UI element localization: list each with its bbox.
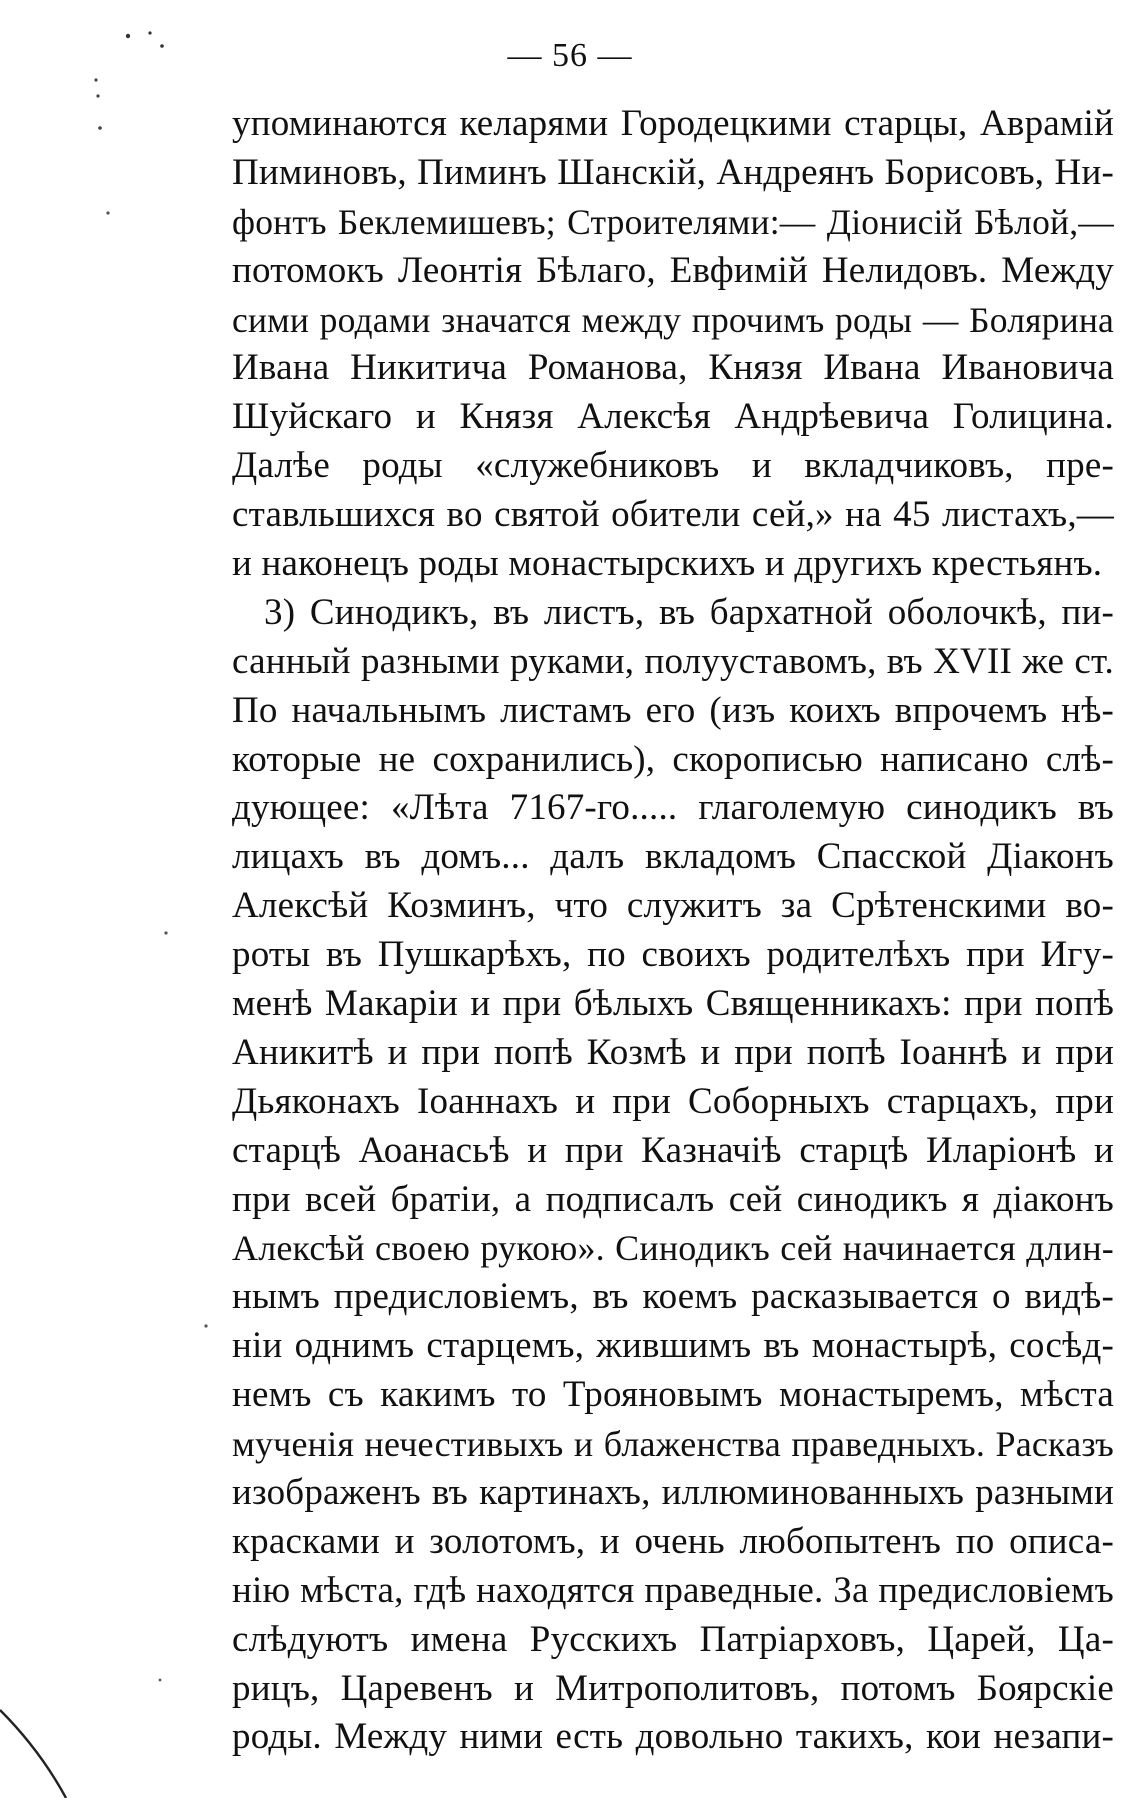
text-line: санный разными руками, полууставомъ, въ XVII же ст. bbox=[232, 640, 1114, 682]
text-line: роды. Между ними есть довольно такихъ, кои незапи- bbox=[232, 1716, 1114, 1758]
text-line: нію мѣста, гдѣ находятся праведные. За предисловіемъ bbox=[232, 1569, 1114, 1611]
text-line: Алексѣй своею рукою». Синодикъ сей начинается длин- bbox=[232, 1228, 1114, 1269]
text-line: ніи однимъ старцемъ, жившимъ въ монастырѣ, сосѣд- bbox=[232, 1325, 1114, 1367]
text-line: старцѣ Аоанасьѣ и при Казначіѣ старцѣ Иларіонѣ и bbox=[232, 1129, 1114, 1171]
text-line: Пиминовъ, Пиминъ Шанскій, Андреянъ Борисовъ, Ни- bbox=[232, 151, 1114, 193]
body-text bbox=[232, 100, 1114, 1762]
text-line: упоминаются келарями Городецкими старцы, Аврамій bbox=[232, 103, 1114, 144]
text-line: 3) Синодикъ, въ листъ, въ бархатной оболочкѣ, пи- bbox=[264, 591, 1114, 633]
text-line: Далѣе роды «служебниковъ и вкладчиковъ, пре- bbox=[232, 445, 1114, 487]
text-line: сими родами значатся между прочимъ роды — Болярина bbox=[232, 299, 1114, 340]
text-line: Ивана Никитича Романова, Князя Ивана Ивановича bbox=[232, 347, 1114, 389]
text-line: при всей братіи, а подписалъ сей синодикъ я діаконъ bbox=[232, 1178, 1114, 1220]
text-line: потомокъ Леонтія Бѣлаго, Евфимій Нелидовъ. Между bbox=[232, 249, 1114, 291]
text-line: менѣ Макаріи и при бѣлыхъ Священникахъ: при попѣ bbox=[232, 983, 1114, 1025]
text-line: фонтъ Беклемишевъ; Строителями:— Діонисій Бѣлой,— bbox=[232, 201, 1114, 242]
text-line: Шуйскаго и Князя Алексѣя Андрѣевича Голицина. bbox=[232, 396, 1114, 438]
text-line: немъ съ какимъ то Трояновымъ монастыремъ, мѣста bbox=[232, 1374, 1114, 1416]
text-line: лицахъ въ домъ... далъ вкладомъ Спасской Діаконъ bbox=[232, 836, 1114, 878]
text-line: и наконецъ роды монастырскихъ и другихъ крестьянъ. bbox=[232, 543, 1103, 585]
text-line: мученія нечестивыхъ и блаженства праведныхъ. Расказъ bbox=[232, 1424, 1114, 1465]
text-line: ставльшихся во святой обители сей,» на 45 листахъ,— bbox=[232, 494, 1114, 536]
page-number: — 56 — bbox=[507, 37, 633, 74]
text-line: изображенъ въ картинахъ, иллюминованныхъ разными bbox=[232, 1471, 1114, 1513]
text-line: слѣдуютъ имена Русскихъ Патріарховъ, Царей, Ца- bbox=[232, 1618, 1114, 1660]
text-line: Аникитѣ и при попѣ Козмѣ и при попѣ Іоаннѣ и при bbox=[232, 1031, 1114, 1073]
text-line: которые не сохранились), скорописью написано слѣ- bbox=[232, 738, 1114, 780]
text-line: По начальнымъ листамъ его (изъ коихъ впрочемъ нѣ- bbox=[232, 689, 1114, 731]
text-line: Дьяконахъ Іоаннахъ и при Соборныхъ старцахъ, при bbox=[232, 1080, 1114, 1122]
text-line: дующее: «Лѣта 7167-го..... глаголемую синодикъ въ bbox=[232, 787, 1114, 829]
text-line: нымъ предисловіемъ, въ коемъ расказывается о видѣ- bbox=[232, 1276, 1114, 1318]
text-line: роты въ Пушкарѣхъ, по своихъ родителѣхъ при Игу- bbox=[232, 934, 1114, 976]
text-line: Алексѣй Козминъ, что служитъ за Срѣтенскими во- bbox=[232, 885, 1114, 927]
text-line: красками и золотомъ, и очень любопытенъ по описа- bbox=[232, 1520, 1114, 1562]
text-line: рицъ, Царевенъ и Митрополитовъ, потомъ Боярскіе bbox=[232, 1667, 1114, 1709]
